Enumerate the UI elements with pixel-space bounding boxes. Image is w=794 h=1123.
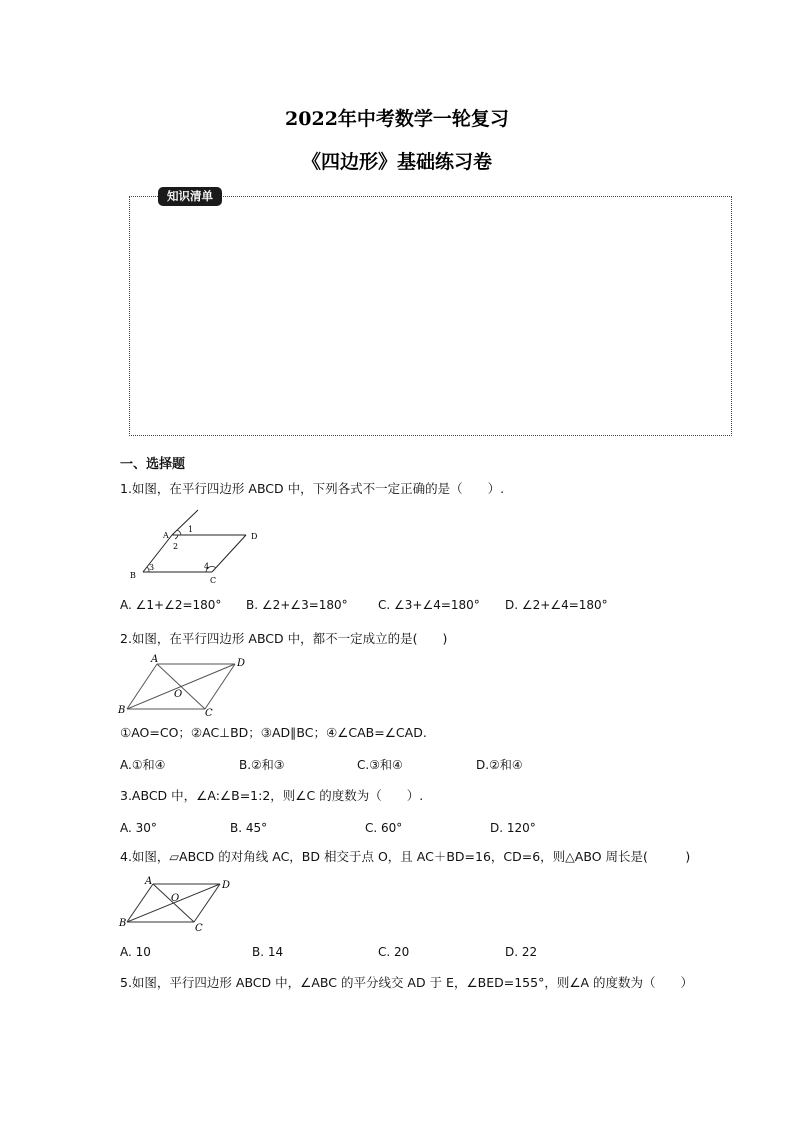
question-2-statements: ①AO=CO；②AC⊥BD；③AD∥BC；④∠CAB=∠CAD. xyxy=(120,725,427,740)
knowledge-box xyxy=(129,196,732,436)
q1-label-d: D xyxy=(251,532,258,541)
q4-label-a: A xyxy=(145,876,153,887)
q4-label-c: C xyxy=(195,923,203,934)
question-4-figure xyxy=(116,873,238,935)
q1-option-c: C. ∠3+∠4=180° xyxy=(378,598,480,612)
q1-label-b: B xyxy=(130,571,136,580)
q4-option-b: B. 14 xyxy=(252,945,284,959)
q1-label-a: A xyxy=(163,531,169,540)
q1-label-angle-4: 4 xyxy=(204,562,210,571)
q2-label-a: A xyxy=(151,654,159,665)
q4-option-c: C. 20 xyxy=(378,945,410,959)
q1-label-angle-2: 2 xyxy=(173,542,179,551)
q1-label-angle-3: 3 xyxy=(149,563,155,572)
question-2-stem: 2.如图，在平行四边形 ABCD 中，都不一定成立的是( ) xyxy=(120,631,448,646)
q4-label-o: O xyxy=(171,893,180,904)
q1-label-angle-1: 1 xyxy=(188,525,194,534)
q2-label-o: O xyxy=(174,689,183,700)
q1-option-d: D. ∠2+∠4=180° xyxy=(505,598,608,612)
q4-option-a: A. 10 xyxy=(120,945,151,959)
question-1-stem: 1.如图，在平行四边形 ABCD 中，下列各式不一定正确的是（ ）. xyxy=(120,481,505,496)
q1-label-c: C xyxy=(210,576,217,585)
q2-label-b: B xyxy=(118,705,126,716)
document-subtitle: 《四边形》基础练习卷 xyxy=(301,151,492,173)
q2-option-b: B.②和③ xyxy=(239,758,285,772)
q3-option-c: C. 60° xyxy=(365,821,403,835)
q3-option-d: D. 120° xyxy=(490,821,536,835)
q4-label-b: B xyxy=(119,918,127,929)
q1-option-a: A. ∠1+∠2=180° xyxy=(120,598,222,612)
q3-option-b: B. 45° xyxy=(230,821,268,835)
q1-option-b: B. ∠2+∠3=180° xyxy=(246,598,348,612)
q2-option-a: A.①和④ xyxy=(120,758,166,772)
q4-option-d: D. 22 xyxy=(505,945,538,959)
q3-option-a: A. 30° xyxy=(120,821,157,835)
section-heading-choice: 一、选择题 xyxy=(120,457,186,472)
q4-label-d: D xyxy=(222,880,231,891)
q2-label-c: C xyxy=(205,708,213,716)
q2-label-d: D xyxy=(237,658,246,669)
knowledge-tab-label: 知识清单 xyxy=(158,187,222,206)
q2-option-d: D.②和④ xyxy=(476,758,523,772)
document-title: 2022年中考数学一轮复习 xyxy=(285,108,509,130)
question-1-figure xyxy=(118,508,268,588)
question-3-stem: 3.ABCD 中，∠A:∠B=1:2，则∠C 的度数为（ ）. xyxy=(120,788,424,803)
q2-option-c: C.③和④ xyxy=(357,758,403,772)
question-2-figure xyxy=(116,654,256,716)
question-4-stem: 4.如图，▱ABCD 的对角线 AC，BD 相交于点 O，且 AC＋BD=16，CD=6，则△ABO 周长是( ) xyxy=(120,849,691,864)
question-5-stem: 5.如图，平行四边形 ABCD 中，∠ABC 的平分线交 AD 于 E，∠BED=155°，则∠A 的度数为（ ） xyxy=(120,975,694,990)
